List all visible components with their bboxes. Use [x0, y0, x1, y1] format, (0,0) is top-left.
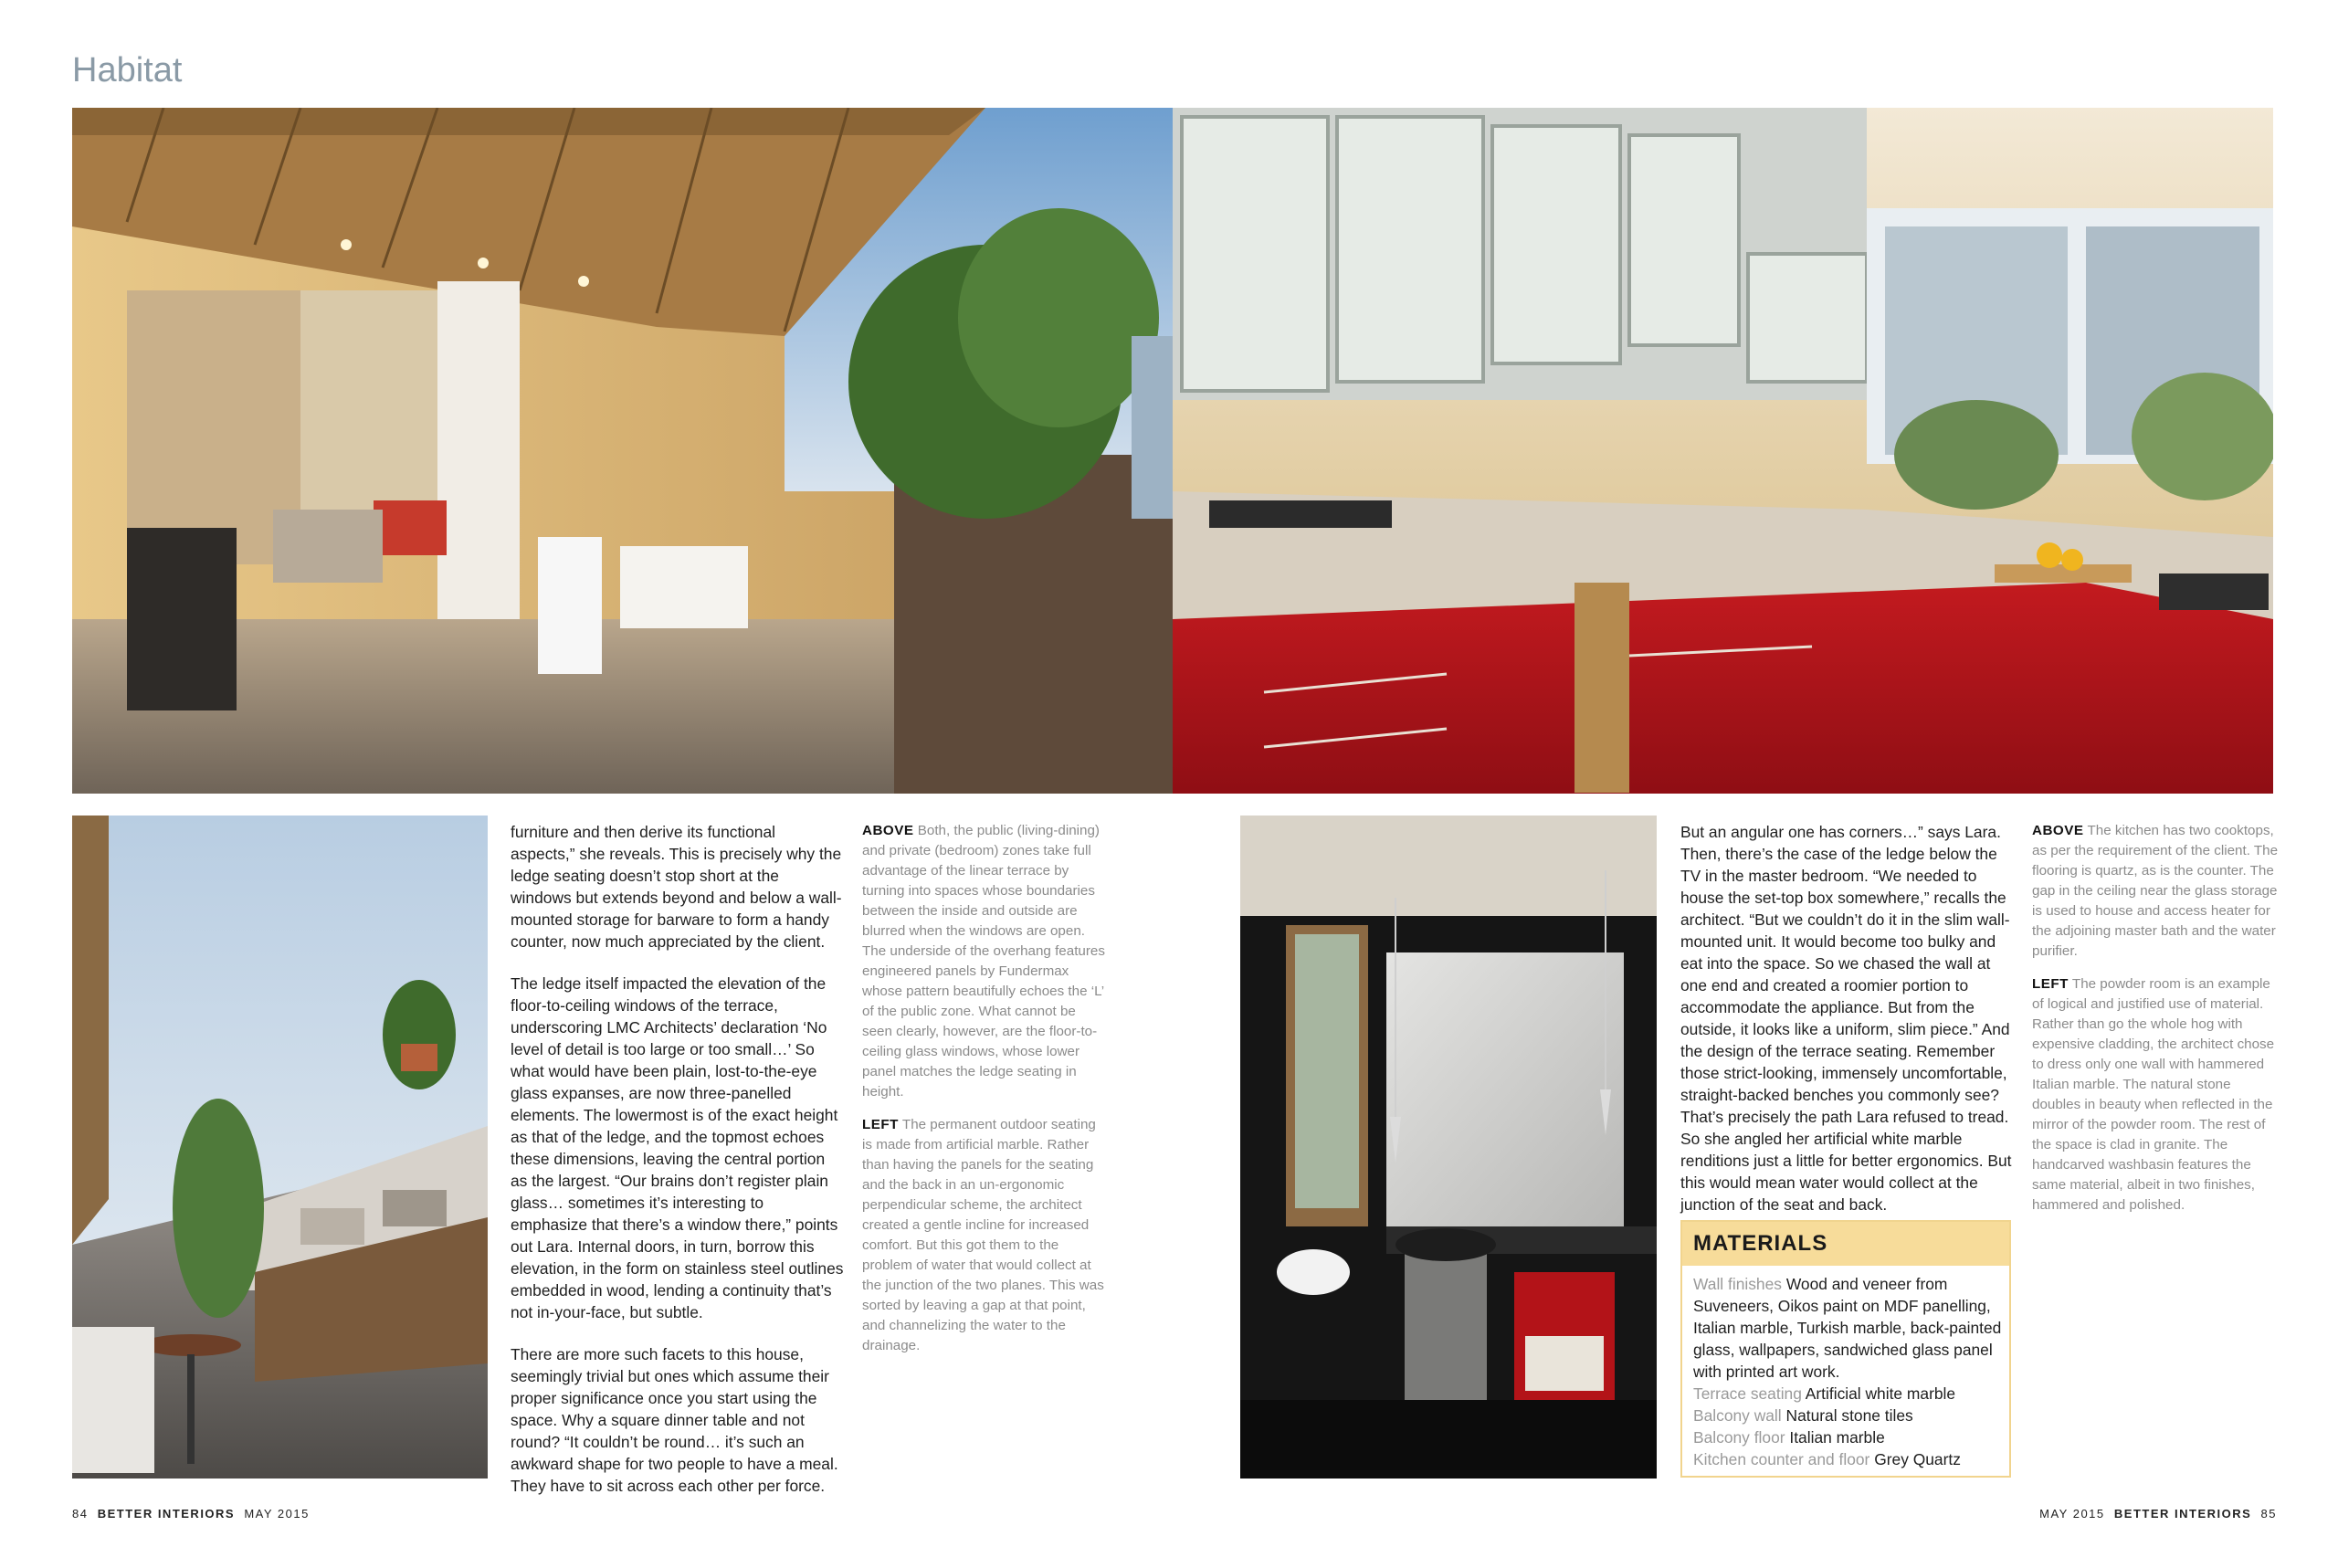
materials-item: [1693, 1405, 2009, 1426]
caption-text: Both, the public (living-dining) and private (bedroom) zones take full advantage of the linear terrace by turning into spaces whose boundaries between the inside and outside are blurred when the windows are open. The underside of the overhang features engineered panels by Fundermax whose pattern beautifully echoes the ‘L’ of the public zone. What cannot be seen clearly, however, are the floor-to-ceiling glass windows, whose lower panel matches the ledge seating in height.: [862, 823, 1105, 1100]
materials-label: Balcony wall: [1693, 1406, 1782, 1425]
magazine-name: BETTER INTERIORS: [2113, 1507, 2252, 1521]
body-text-column-right: [1680, 821, 2013, 1236]
issue-date: MAY 2015: [2039, 1507, 2105, 1521]
materials-value: Wood and veneer from Suveneers, Oikos paint on MDF panelling, Italian marble, Turkish marble, back-painted glass, wallpapers, sandwiched glass panel with printed art work.: [1693, 1275, 2002, 1381]
caption-text: The kitchen has two cooktops, as per the requirement of the client. The flooring is quartz, as is the counter. The gap in the ceiling near the glass storage is used to house and access heater for the adjoining master bath and the water purifier.: [2032, 823, 2279, 959]
body-paragraph: There are more such facets to this house, seemingly trivial but ones which assume their proper significance once you start using the space. Why a square dinner table and not round? “It couldn’t be round… it’s such an awkward shape for two people to have a meal. They have to sit across each other per force.: [511, 1345, 838, 1495]
caption-column-right: [2032, 821, 2279, 1228]
powder-room-photo: [1240, 816, 1657, 1479]
materials-label: Kitchen counter and floor: [1693, 1450, 1870, 1468]
kitchen-photo: [1173, 108, 2273, 794]
body-paragraph: But an angular one has corners…” says Lara. Then, there’s the case of the ledge below the TV in the master bedroom. “We needed to house the set-top box somewhere,” recalls the architect. “But we couldn’t do it in the slim wall-mounted unit. It would become too bulky and eat into the space. So we chased the wall at one end and created a roomier portion to accommodate the appliance. But from the outside, it looks like a uniform, slim piece.” And the design of the terrace seating. Remember those strict-looking, immensely uncomfortable, straight-backed benches you commonly see? That’s precisely the path Lara refused to tread. So she angled her artificial white marble renditions just a little for better ergonomics. But this would mean water would collect at the junction of the seat and back.: [1680, 823, 2012, 1214]
materials-list: [1682, 1266, 2009, 1470]
caption-text: The powder room is an example of logical and justified use of material. Rather than go the whole hog with expensive cladding, the architect chose to dress only one wall with hammered Italian marble. The natural stone doubles in beauty when reflected in the mirror of the powder room. The rest of the space is clad in granite. The handcarved washbasin features the same material, albeit in two finishes, hammered and polished.: [2032, 976, 2275, 1213]
materials-label: Balcony floor: [1693, 1428, 1785, 1447]
folio-left: [72, 1507, 310, 1521]
caption-left: [2032, 974, 2279, 1215]
caption-key: LEFT: [2032, 976, 2069, 992]
caption-key: ABOVE: [2032, 823, 2084, 838]
body-text-column-left: [511, 821, 844, 1517]
folio-right: [2039, 1507, 2277, 1521]
magazine-name: BETTER INTERIORS: [97, 1507, 236, 1521]
materials-item: [1693, 1426, 2009, 1448]
terrace-seating-photo: [72, 816, 488, 1479]
caption-column-left: [862, 821, 1109, 1369]
materials-item: [1693, 1448, 2009, 1470]
caption-above: [2032, 821, 2279, 962]
issue-date: MAY 2015: [244, 1507, 310, 1521]
materials-value: Grey Quartz: [1874, 1450, 1961, 1468]
caption-text: The permanent outdoor seating is made from artificial marble. Rather than having the panels for the seating and the back in an un-ergonomic perpendicular scheme, the architect created a gentle incline for increased comfort. But this got them to the problem of water that would collect at the junction of the two planes. This was sorted by leaving a gap at that point, and channelizing the water to the drainage.: [862, 1117, 1104, 1353]
materials-value: Italian marble: [1789, 1428, 1885, 1447]
materials-item: [1693, 1383, 2009, 1405]
materials-value: Natural stone tiles: [1785, 1406, 1913, 1425]
caption-key: LEFT: [862, 1117, 899, 1132]
section-title: Habitat: [72, 51, 183, 89]
materials-label: Wall finishes: [1693, 1275, 1782, 1293]
living-terrace-photo: [72, 108, 1173, 794]
body-paragraph: The ledge itself impacted the elevation of the floor-to-ceiling windows of the terrace, underscoring LMC Architects’ declaration ‘No level of detail is too large or too small…’ So what would have been plain, lost-to-the-eye glass expanses, are now three-panelled elements. The lowermost is of the exact height as that of the ledge, and the topmost echoes these dimensions, leaving the central portion as the largest. “Our brains don’t register plain glass… sometimes it’s interesting to emphasize that there’s a window there,” points out Lara. Internal doors, in turn, borrow this elevation, in the form on stainless steel outlines embedded in wood, lending a continuity that’s not in-your-face, but subtle.: [511, 974, 844, 1321]
caption-key: ABOVE: [862, 823, 914, 838]
materials-label: Terrace seating: [1693, 1384, 1802, 1403]
materials-value: Artificial white marble: [1805, 1384, 1956, 1403]
page-number: 84: [72, 1507, 89, 1521]
caption-left: [862, 1115, 1109, 1356]
materials-title: MATERIALS: [1682, 1222, 2009, 1266]
materials-box: [1680, 1220, 2011, 1478]
page-number: 85: [2260, 1507, 2277, 1521]
caption-above: [862, 821, 1109, 1102]
body-paragraph: furniture and then derive its functional aspects,” she reveals. This is precisely why the ledge seating doesn’t stop short at the windows but extends beyond and below a wall-mounted storage for barware to form a handy counter, now much appreciated by the client.: [511, 823, 842, 951]
materials-item: [1693, 1273, 2009, 1383]
